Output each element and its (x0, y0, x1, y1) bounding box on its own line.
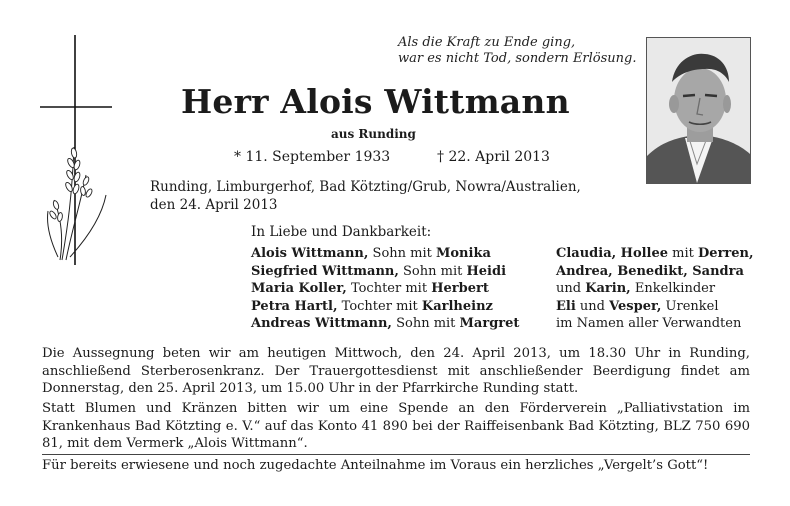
donation-request-paragraph: Statt Blumen und Kränzen bitten wir um eine Spende an den Förderverein „Palliativstation im Krankenhaus Bad Kötzting e. V.“ auf das Konto 41 890 bei der Raiffeisenbank Bad Kötzting, BLZ 750 690 81, mit dem Vermerk „Alois Wittmann“. (42, 401, 750, 451)
mourner-partner: Monika (436, 246, 491, 261)
mourner-relation: Sohn mit (368, 246, 436, 261)
mourner-partner: Heidi (466, 263, 507, 279)
date-line: den 24. April 2013 (150, 197, 278, 213)
deceased-name: Herr Alois Wittmann (181, 82, 570, 121)
closing-thanks: Für bereits erwiesene und noch zugedachte Anteilnahme im Voraus ein herzliches „Vergelt’s Gott“! (42, 458, 709, 473)
portrait-photo (646, 37, 751, 184)
mourners-left-column (251, 245, 519, 333)
mourner-name: Andreas Wittmann, (251, 316, 392, 331)
mourner-relation: Tochter mit (346, 281, 432, 296)
mourner-relation: Sohn mit (398, 263, 467, 279)
mourner-name: Maria Koller, (251, 281, 347, 296)
mourner-name: Siegfried Wittmann, (251, 263, 399, 279)
deceased-origin: aus Runding (331, 127, 416, 141)
grandchildren-names: Andrea, Benedikt, Sandra (556, 263, 744, 279)
mourner-line (251, 315, 519, 333)
mourner-name: Petra Hartl, (251, 298, 338, 314)
mourner-line (251, 263, 519, 281)
mourner-line (556, 263, 754, 281)
mourner-line: im Namen aller Verwandten (556, 316, 742, 331)
cross-with-wheat-icon (40, 35, 112, 265)
mourner-line (251, 245, 519, 263)
places-line: Runding, Limburgerhof, Bad Kötzting/Grub, Nowra/Australien, (150, 179, 581, 195)
grandchildren-names: Claudia, Hollee (556, 246, 669, 261)
connector: und (556, 281, 586, 296)
birth-date: * 11. September 1933 (234, 149, 391, 165)
connector: und (575, 298, 610, 314)
connector: mit (668, 246, 699, 261)
great-grandchild-name: Eli (556, 298, 576, 314)
mourner-line (556, 245, 754, 263)
mourner-line (251, 280, 519, 298)
mourners-right-column (556, 245, 754, 333)
mourner-relation: Tochter mit (337, 298, 422, 314)
motto-line-1: Als die Kraft zu Ende ging, (398, 35, 576, 50)
grandchild-name: Karin, (585, 281, 631, 296)
mourner-line (556, 280, 754, 298)
relation: Enkelkinder (630, 281, 716, 296)
places-and-date (150, 178, 581, 214)
mourner-partner: Karlheinz (421, 298, 493, 314)
mourner-line (556, 298, 754, 316)
mourner-line (251, 298, 519, 316)
mourner-partner: Herbert (431, 281, 489, 296)
thanks-intro: In Liebe und Dankbarkeit: (251, 224, 432, 240)
mourner-relation: Sohn mit (391, 316, 460, 331)
partner-name: Derren, (698, 246, 754, 261)
mourner-partner: Margret (459, 316, 520, 331)
motto (398, 35, 637, 67)
mourner-name: Alois Wittmann, (251, 246, 369, 261)
divider-line (42, 454, 750, 455)
great-grandchild-name: Vesper, (609, 298, 662, 314)
relation: Urenkel (661, 298, 719, 314)
motto-line-2: war es nicht Tod, sondern Erlösung. (398, 51, 637, 66)
death-date: † 22. April 2013 (437, 149, 550, 165)
funeral-details-paragraph: Die Aussegnung beten wir am heutigen Mittwoch, den 24. April 2013, um 18.30 Uhr in Runding, anschließend Sterberosenkranz. Der Trauergottesdienst mit anschließender Beerdigung findet am Donnerstag, den 25. April 2013, um 15.00 Uhr in der Pfarrkirche Runding statt. (42, 346, 750, 396)
